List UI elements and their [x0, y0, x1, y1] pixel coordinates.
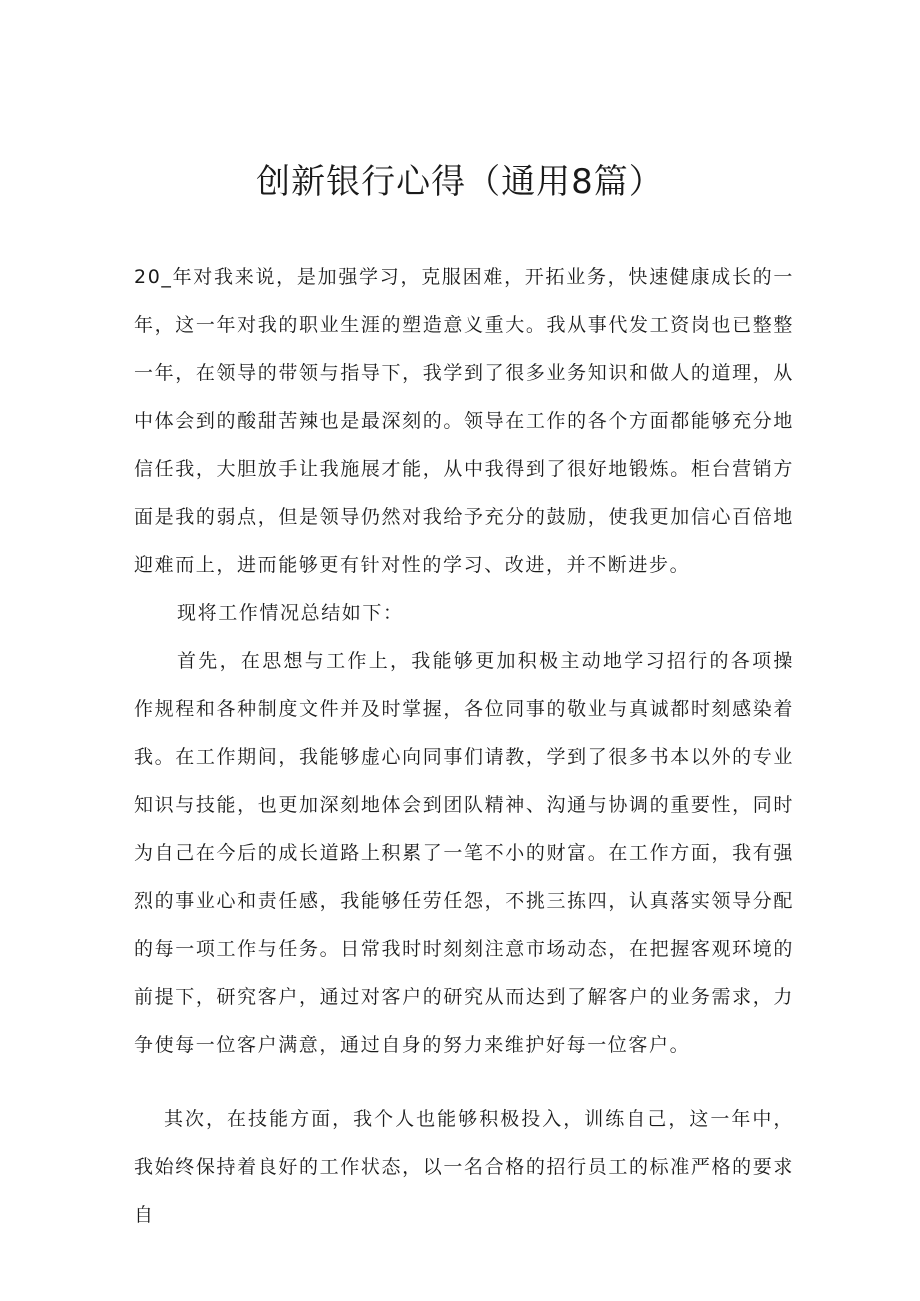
paragraph-second-point: 其次，在技能方面，我个人也能够积极投入，训练自己，这一年中，我始终保持着良好的工作状态，以一名合格的招行员工的标准严格的要求自 [134, 1108, 794, 1226]
document-title: 创新银行心得（通用8篇） [256, 162, 664, 202]
paragraph-summary-lead: 现将工作情况总结如下： [177, 602, 404, 624]
paragraph-first-point: 首先，在思想与工作上，我能够更加积极主动地学习招行的各项操作规程和各种制度文件并及时掌握，各位同事的敬业与真诚都时刻感染着我。在工作期间，我能够虚心向同事们请教，学到了很多书本以外的专业知识与技能，也更加深刻地体会到团队精神、沟通与协调的重要性，同时为自己在今后的成长道路上积累了一笔不小的财富。在工作方面，我有强烈的事业心和责任感，我能够任劳任怨，不挑三拣四，认真落实领导分配的每一项工作与任务。日常我时时刻刻注意市场动态，在把握客观环境的前提下，研究客户，通过对客户的研究从而达到了解客户的业务需求，力争使每一位客户满意，通过自身的努力来维护好每一位客户。 [134, 650, 794, 1056]
paragraph-intro: 20_年对我来说，是加强学习，克服困难，开拓业务，快速健康成长的一年，这一年对我的职业生涯的塑造意义重大。我从事代发工资岗也已整整一年，在领导的带领与指导下，我学到了很多业务知识和做人的道理，从中体会到的酸甜苦辣也是最深刻的。领导在工作的各个方面都能够充分地信任我，大胆放手让我施展才能，从中我得到了很好地锻炼。柜台营销方面是我的弱点，但是领导仍然对我给予充分的鼓励，使我更加信心百倍地迎难而上，进而能够更有针对性的学习、改进，并不断进步。 [134, 266, 794, 576]
